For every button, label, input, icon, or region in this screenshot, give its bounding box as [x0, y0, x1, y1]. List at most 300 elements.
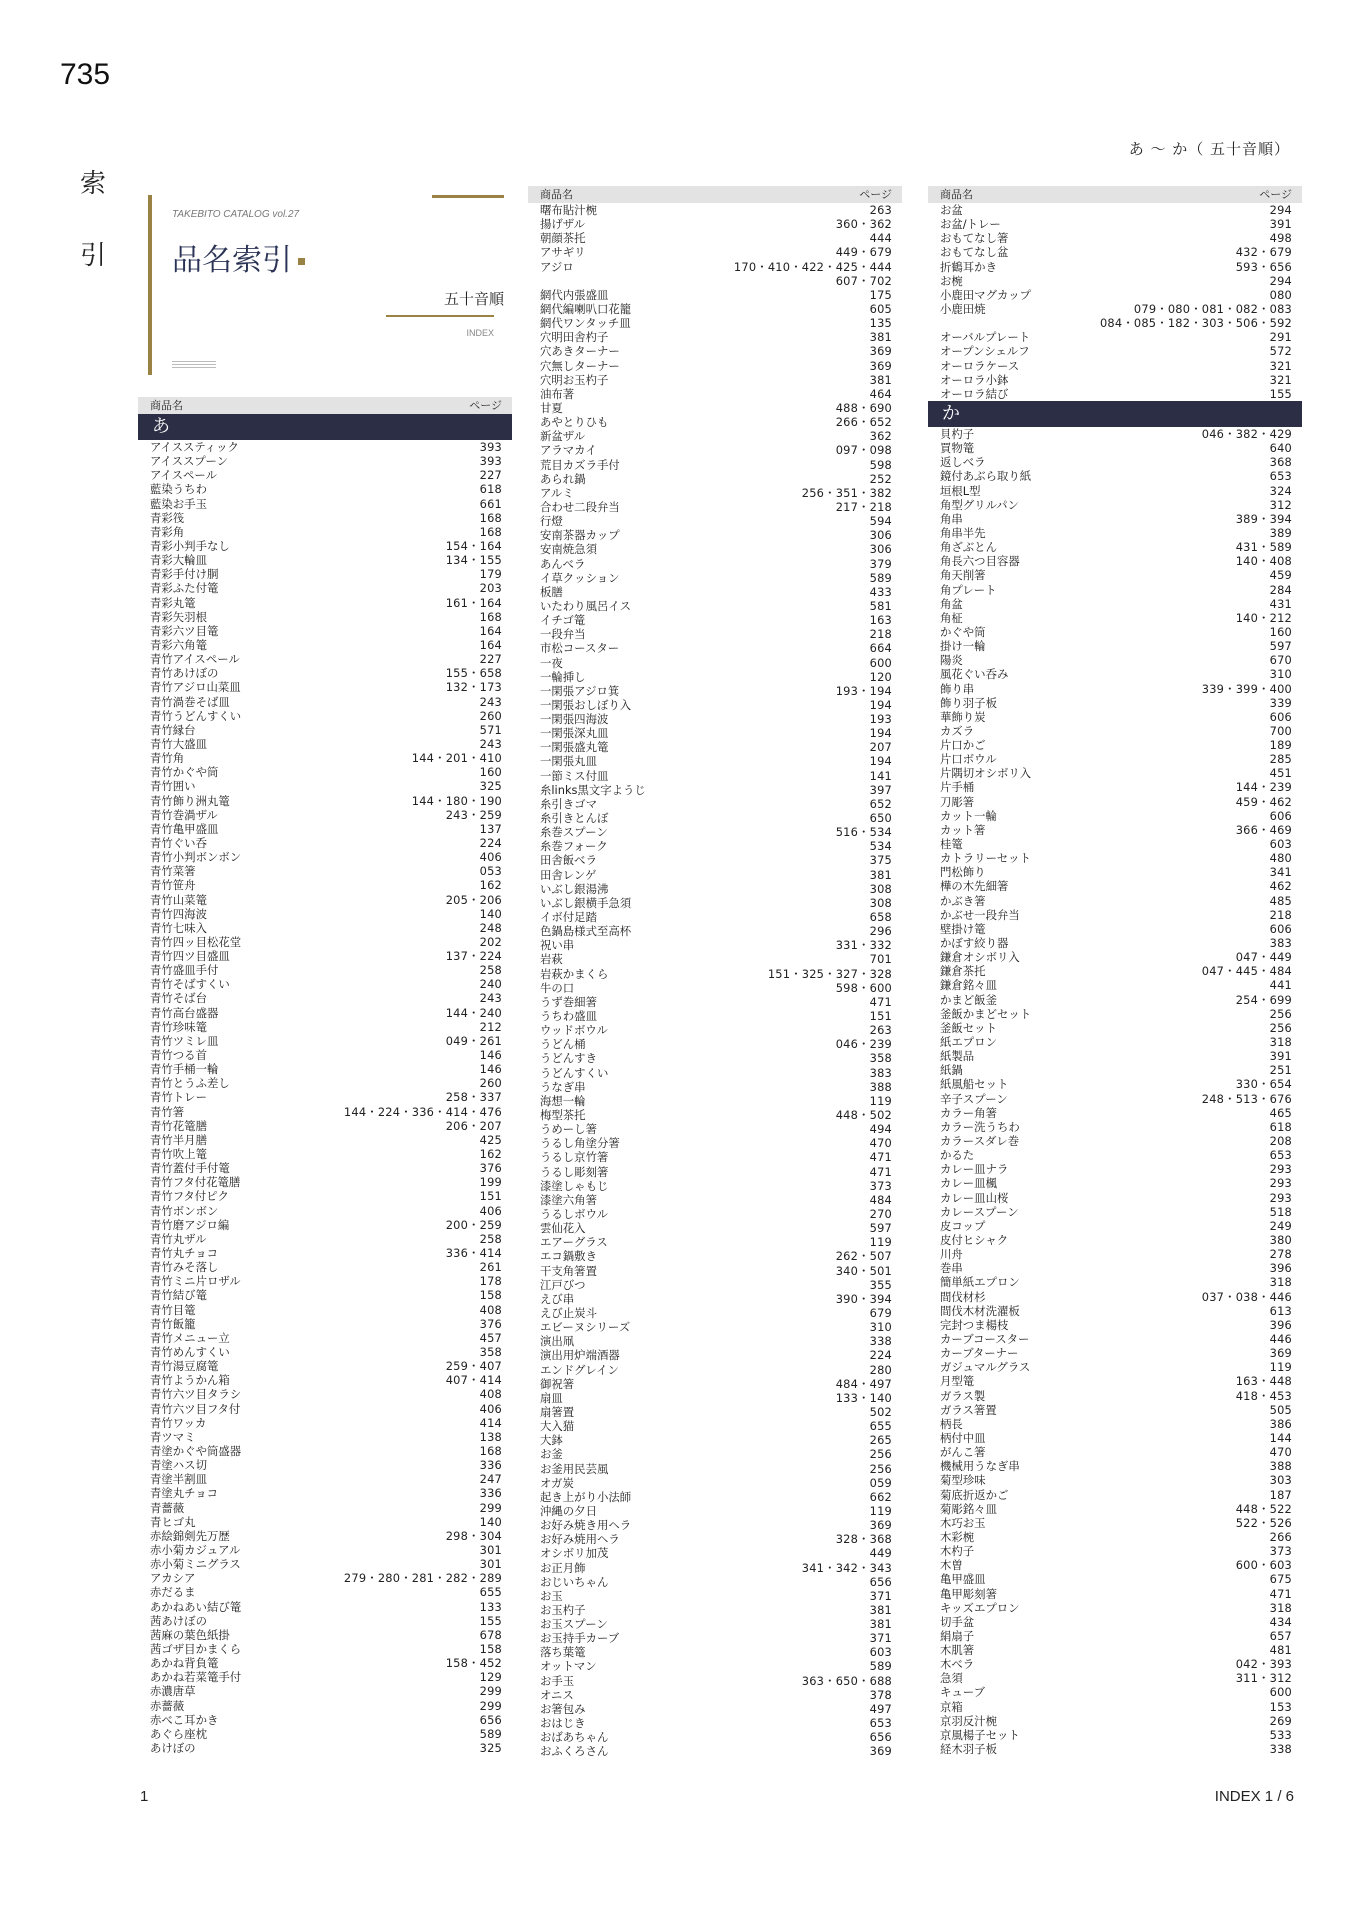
index-entry: [138, 497, 512, 511]
entry-name: 京箱: [940, 1699, 963, 1714]
index-entry: [528, 542, 902, 556]
entry-pages: 522・526: [1235, 1515, 1292, 1530]
entry-pages: 471: [869, 1150, 892, 1165]
index-entry: [528, 641, 902, 655]
index-entry: [138, 1062, 512, 1076]
entry-name: おもてなし盆: [940, 245, 1009, 260]
index-entry: [528, 797, 902, 811]
index-entry: [528, 1405, 902, 1419]
entry-pages: 193: [869, 712, 892, 727]
entry-name: おもてなし箸: [940, 231, 1009, 246]
entry-name: 青ツマミ: [150, 1429, 196, 1444]
entry-name: 片隅切オシボリ入: [940, 766, 1032, 781]
entry-name: うどん桶: [540, 1037, 586, 1052]
index-entry: [528, 1023, 902, 1037]
index-entry: [138, 921, 512, 935]
entry-pages: 397: [869, 782, 892, 797]
index-entry: [528, 1122, 902, 1136]
entry-pages: 212: [479, 1019, 502, 1034]
entry-name: 赤小菊カジュアル: [150, 1542, 241, 1557]
entry-pages: 178: [479, 1274, 502, 1289]
entry-pages: 263: [869, 1023, 892, 1038]
index-entry: [528, 245, 902, 259]
entry-pages: 256: [1269, 1006, 1292, 1021]
index-entry: [138, 949, 512, 963]
entry-pages: 162: [479, 1147, 502, 1162]
index-entry: [528, 896, 902, 910]
index-entry: [928, 540, 1302, 554]
section-heading: か: [928, 401, 1302, 427]
index-entry: [528, 967, 902, 981]
index-entry: [528, 1645, 902, 1659]
entry-name: 扇箸置: [540, 1404, 575, 1419]
decorative-lines: [172, 361, 216, 370]
entry-pages: 534: [869, 839, 892, 854]
entry-pages: 256: [1269, 1020, 1292, 1035]
entry-name: 木杓子: [940, 1544, 975, 1559]
entry-pages: 336: [479, 1486, 502, 1501]
index-entry: [138, 1557, 512, 1571]
entry-pages: 368: [1269, 455, 1292, 470]
entry-pages: 589: [869, 570, 892, 585]
entry-name: 青彩ふた付篭: [150, 581, 219, 596]
index-entry: [928, 359, 1302, 373]
entry-name: 華飾り炭: [940, 709, 986, 724]
index-entry: [528, 1504, 902, 1518]
entry-name: 青竹フタ付ピク: [150, 1189, 229, 1204]
index-entry: [528, 1561, 902, 1575]
entry-pages: 325: [479, 779, 502, 794]
entry-name: カレー皿ナラ: [940, 1162, 1009, 1177]
index-entry: [928, 993, 1302, 1007]
entry-pages: 432・679: [1235, 245, 1292, 260]
index-entry: [138, 1387, 512, 1401]
index-entry: [138, 525, 512, 539]
index-entry: [928, 1431, 1302, 1445]
column-header-page: ページ: [1259, 188, 1292, 201]
index-entry: [928, 1191, 1302, 1205]
entry-name: 木巧お玉: [940, 1515, 986, 1530]
entry-pages: 269: [1269, 1713, 1292, 1728]
entry-name: 青竹角: [150, 751, 185, 766]
entry-name: お好み焼用ヘラ: [540, 1532, 620, 1547]
column-header-name: 商品名: [150, 399, 183, 412]
entry-name: かぶき箸: [940, 893, 986, 908]
entry-name: 貝杓子: [940, 426, 975, 441]
entry-name: 青竹蓋付手付篭: [150, 1161, 230, 1176]
index-entry: [138, 1218, 512, 1232]
entry-pages: 603: [869, 1645, 892, 1660]
entry-name: 柄長: [940, 1416, 963, 1431]
index-entry: [928, 1049, 1302, 1063]
entry-pages: 459: [1269, 568, 1292, 583]
entry-pages: 381: [869, 867, 892, 882]
entry-pages: 119: [869, 1093, 892, 1108]
entry-pages: 293: [1269, 1190, 1292, 1205]
side-title-char-2: 引: [79, 241, 106, 271]
entry-name: あかね若菜篭手付: [150, 1670, 242, 1685]
entry-name: お玉スプーン: [540, 1617, 608, 1632]
entry-pages: 383: [869, 1065, 892, 1080]
index-entry: [528, 811, 902, 825]
entry-name: 藍染お手玉: [150, 496, 207, 511]
index-entry: [528, 1730, 902, 1744]
entry-pages: 160: [1269, 624, 1292, 639]
index-entry: [928, 1134, 1302, 1148]
entry-name: カット一輪: [940, 808, 997, 823]
index-entry: [928, 427, 1302, 441]
entry-name: 青竹みそ落し: [150, 1260, 219, 1275]
entry-name: えび止炭斗: [540, 1305, 597, 1320]
column-header-page: ページ: [469, 399, 502, 412]
entry-name: 菊底折返かご: [940, 1487, 1009, 1502]
index-entry: [138, 1444, 512, 1458]
index-entry: [138, 737, 512, 751]
entry-name: 青竹目篭: [150, 1302, 196, 1317]
index-entry: [528, 995, 902, 1009]
entry-name: 釜飯セット: [940, 1020, 997, 1035]
entry-name: キッズエプロン: [940, 1600, 1020, 1615]
index-entry: [138, 878, 512, 892]
entry-name: 片手桶: [940, 780, 975, 795]
index-entry: [138, 794, 512, 808]
entry-pages: 484: [869, 1192, 892, 1207]
entry-name: アルミ: [540, 485, 574, 500]
index-entry: [138, 440, 512, 454]
entry-name: 青竹巻渦ザル: [150, 807, 218, 822]
entry-name: 江戸びつ: [540, 1277, 586, 1292]
index-entry: [528, 910, 902, 924]
entry-name: 巻串: [940, 1261, 963, 1276]
entry-pages: 597: [1269, 639, 1292, 654]
index-entry: [928, 1445, 1302, 1459]
index-entry: [528, 472, 902, 486]
entry-name: 青竹縁台: [150, 722, 196, 737]
entry-pages: 243・259: [445, 807, 502, 822]
index-entry: [928, 1728, 1302, 1742]
index-entry: [138, 779, 512, 793]
entry-name: 青彩小判手なし: [150, 538, 230, 553]
entry-pages: 155: [1269, 386, 1292, 401]
index-entry: [928, 936, 1302, 950]
entry-name: ガラス箸置: [940, 1402, 997, 1417]
entry-pages: 618: [1269, 1119, 1292, 1134]
index-entry: [928, 373, 1302, 387]
entry-name: エンドグレイン: [540, 1362, 619, 1377]
index-entry: [928, 1035, 1302, 1049]
entry-name: 青竹メニュー立: [150, 1330, 230, 1345]
entry-name: あかねあい結び篭: [150, 1599, 242, 1614]
entry-pages: 158・452: [445, 1656, 502, 1671]
index-entry: [928, 766, 1302, 780]
entry-name: おじいちゃん: [540, 1574, 609, 1589]
entry-pages: 120: [869, 669, 892, 684]
index-entry: [138, 1585, 512, 1599]
entry-pages: 494: [869, 1122, 892, 1137]
entry-name: 一閑張丸皿: [540, 754, 597, 769]
entry-name: 赤薔薇: [150, 1698, 185, 1713]
index-entry: [928, 1685, 1302, 1699]
entry-name: 刀彫箸: [940, 794, 975, 809]
index-entry: [928, 344, 1302, 358]
entry-pages: 256・351・382: [801, 485, 892, 500]
entry-name: 青竹ツミレ皿: [150, 1033, 219, 1048]
entry-name: 青竹六ツ目フタ付: [150, 1401, 241, 1416]
index-entry: [928, 894, 1302, 908]
entry-name: アラマカイ: [540, 443, 597, 458]
entry-name: 角盆: [940, 596, 963, 611]
entry-pages: 431: [1269, 596, 1292, 611]
catalog-label: TAKEBITO CATALOG vol.27: [172, 209, 300, 220]
entry-pages: 260: [479, 1076, 502, 1091]
entry-pages: 433: [869, 584, 892, 599]
entry-name: 合わせ二段弁当: [540, 499, 620, 514]
entry-pages: 206・207: [445, 1118, 502, 1133]
entry-name: 樺の木先細箸: [940, 879, 1009, 894]
index-entry: [928, 1148, 1302, 1162]
entry-pages: 371: [869, 1631, 892, 1646]
index-entry: [138, 1670, 512, 1684]
index-entry: [528, 1490, 902, 1504]
index-entry: [138, 836, 512, 850]
index-entry: [138, 1133, 512, 1147]
index-entry: [138, 610, 512, 624]
index-entry: [138, 596, 512, 610]
column-header-name: 商品名: [540, 188, 573, 201]
entry-pages: 284: [1269, 582, 1292, 597]
section-heading: あ: [138, 414, 512, 440]
index-entry: [928, 526, 1302, 540]
entry-name: 片口ボウル: [940, 752, 997, 767]
index-entry: [528, 585, 902, 599]
index-entry: [138, 1472, 512, 1486]
entry-pages: 675: [1269, 1572, 1292, 1587]
entry-pages: 339・399・400: [1201, 681, 1292, 696]
entry-pages: 606: [1269, 808, 1292, 823]
index-entry: [528, 1136, 902, 1150]
entry-pages: 175: [869, 287, 892, 302]
entry-name: 青竹菜箸: [150, 864, 196, 879]
index-entry: [528, 217, 902, 231]
entry-pages: 653: [1269, 1148, 1292, 1163]
entry-pages: 299: [479, 1698, 502, 1713]
entry-name: うるし彫刻箸: [540, 1164, 609, 1179]
entry-pages: 194: [869, 697, 892, 712]
entry-pages: 138: [479, 1429, 502, 1444]
entry-name: 青竹囲い: [150, 779, 196, 794]
entry-pages: 205・206: [445, 892, 502, 907]
entry-name: 角ざぶとん: [940, 540, 997, 555]
index-entry: [138, 1303, 512, 1317]
entry-name: 網代ワンタッチ皿: [540, 316, 631, 331]
entry-name: 紙風船セット: [940, 1077, 1009, 1092]
entry-pages: 155: [479, 1613, 502, 1628]
entry-name: 柄付中皿: [940, 1430, 986, 1445]
entry-name: カーブターナー: [940, 1346, 1019, 1361]
index-entry: [928, 1671, 1302, 1685]
entry-name: お盆: [940, 203, 963, 217]
index-column-1: [138, 397, 512, 1755]
entry-name: 赤小菊ミニグラス: [150, 1557, 241, 1572]
entry-pages: 258: [479, 963, 502, 978]
entry-pages: 324: [1269, 483, 1292, 498]
entry-name: お釜: [540, 1447, 563, 1462]
entry-name: 青薔薇: [150, 1500, 185, 1515]
column-header-page: ページ: [859, 188, 892, 201]
entry-pages: 256: [869, 1447, 892, 1462]
entry-pages: 375: [869, 853, 892, 868]
entry-name: 青竹花篭膳: [150, 1118, 207, 1133]
entry-name: あんべラ: [540, 556, 586, 571]
entry-pages: 258・337: [445, 1090, 502, 1105]
entry-pages: 144・240: [445, 1005, 502, 1020]
index-entry: [528, 415, 902, 429]
entry-pages: 341・342・343: [801, 1560, 892, 1575]
entry-pages: 037・038・446: [1201, 1289, 1292, 1304]
entry-pages: 243: [479, 991, 502, 1006]
entry-pages: 318: [1269, 1275, 1292, 1290]
index-entry: [528, 359, 902, 373]
column-header-name: 商品名: [940, 188, 973, 201]
entry-pages: 656: [479, 1712, 502, 1727]
entry-pages: 656: [869, 1730, 892, 1745]
entry-name: 木肌箸: [940, 1643, 975, 1658]
entry-name: 糸links黒文字ようじ: [540, 782, 646, 797]
index-entry: [928, 780, 1302, 794]
index-entry: [528, 1391, 902, 1405]
entry-name: 安南焼急須: [540, 542, 597, 557]
entry-pages: 164: [479, 637, 502, 652]
entry-pages: 140: [479, 906, 502, 921]
entry-name: 陽炎: [940, 653, 963, 668]
entry-name: 青竹とうふ差し: [150, 1076, 230, 1091]
index-entry: [528, 783, 902, 797]
index-entry: [928, 1417, 1302, 1431]
index-entry: [528, 528, 902, 542]
entry-name: 青竹そばすくい: [150, 977, 230, 992]
index-entry: [138, 1614, 512, 1628]
entry-pages: 373: [1269, 1544, 1292, 1559]
entry-pages: 379: [869, 556, 892, 571]
index-entry: [928, 1162, 1302, 1176]
index-entry: [928, 738, 1302, 752]
entry-pages: 097・098: [835, 443, 892, 458]
index-entry: [928, 1120, 1302, 1134]
entry-pages: 294: [1269, 273, 1292, 288]
entry-pages: 396: [1269, 1261, 1292, 1276]
entry-name: 赤べこ耳かき: [150, 1712, 219, 1727]
entry-name: 糸引きゴマ: [540, 796, 597, 811]
entry-pages: 306: [869, 542, 892, 557]
index-entry: [528, 288, 902, 302]
entry-pages: 247: [479, 1472, 502, 1487]
entry-name: オープンシェルフ: [940, 344, 1030, 359]
index-entry: [528, 1575, 902, 1589]
entry-pages: 133・140: [835, 1390, 892, 1405]
entry-name: カレースプーン: [940, 1204, 1019, 1219]
entry-name: 藍染うちわ: [150, 482, 207, 497]
entry-pages: 137: [479, 821, 502, 836]
entry-name: 経木羽子板: [940, 1742, 997, 1757]
entry-name: かるた: [940, 1148, 975, 1163]
entry-pages: 597: [869, 1221, 892, 1236]
entry-name: 色鍋島様式至高杯: [540, 924, 632, 939]
entry-pages: 678: [479, 1627, 502, 1642]
index-entry: [928, 554, 1302, 568]
entry-pages: 383: [1269, 936, 1292, 951]
entry-name: 青竹結び篭: [150, 1288, 207, 1303]
entry-name: 青竹アジロ山菜皿: [150, 680, 241, 695]
index-entry: [528, 1334, 902, 1348]
entry-name: 青竹めんすくい: [150, 1345, 230, 1359]
entry-pages: 299: [479, 1684, 502, 1699]
index-entry: [528, 712, 902, 726]
entry-pages: 119: [869, 1235, 892, 1250]
entry-name: 亀甲盛皿: [940, 1572, 986, 1587]
entry-name: 青竹亀甲盛皿: [150, 821, 219, 836]
entry-pages: 263: [869, 203, 892, 217]
entry-name: 青竹アイスペール: [150, 652, 240, 667]
entry-pages: 341: [1269, 865, 1292, 880]
entry-pages: 308: [869, 881, 892, 896]
entry-name: 青塗かぐや筒盛器: [150, 1443, 242, 1458]
index-entry: [928, 1657, 1302, 1671]
index-entry: [928, 1643, 1302, 1657]
entry-pages: 248: [479, 920, 502, 935]
entry-name: 大鉢: [540, 1433, 563, 1448]
entry-pages: 265: [869, 1433, 892, 1448]
index-entry: [928, 288, 1302, 302]
entry-name: 一節ミス付皿: [540, 768, 609, 783]
entry-pages: 251: [1269, 1063, 1292, 1078]
entry-name: 穴無しターナー: [540, 358, 620, 373]
index-entry: [928, 1077, 1302, 1091]
entry-name: 茜麻の葉色紙掛: [150, 1627, 230, 1642]
entry-pages: 328・368: [835, 1532, 892, 1547]
entry-pages: 151・325・327・328: [767, 966, 892, 981]
entry-pages: 581: [869, 598, 892, 613]
entry-pages: 457: [479, 1330, 502, 1345]
entry-name: オーロラ小鉢: [940, 372, 1009, 387]
entry-pages: 155・658: [445, 666, 502, 681]
entry-pages: 260: [479, 708, 502, 723]
entry-name: うるし角塗分箸: [540, 1136, 620, 1151]
index-entry: [928, 260, 1302, 274]
entry-pages: 465: [1269, 1105, 1292, 1120]
entry-name: イ草クッション: [540, 570, 620, 585]
entry-pages: 661: [479, 496, 502, 511]
entry-pages: 657: [1269, 1628, 1292, 1643]
entry-name: 朝顔茶托: [540, 231, 586, 246]
index-entry: [928, 1318, 1302, 1332]
entry-pages: 331・332: [835, 938, 892, 953]
entry-name: 一閑張四海波: [540, 712, 609, 727]
entry-pages: 362: [869, 429, 892, 444]
entry-pages: 488・690: [835, 400, 892, 415]
index-entry: [928, 512, 1302, 526]
entry-pages: 605: [869, 301, 892, 316]
index-entry: [138, 1232, 512, 1246]
index-entry: [528, 1363, 902, 1377]
entry-pages: 243: [479, 736, 502, 751]
index-entry: [138, 1260, 512, 1274]
entry-name: 青竹盛皿手付: [150, 963, 219, 978]
entry-name: お正月飾: [540, 1560, 586, 1575]
entry-pages: 163: [869, 613, 892, 628]
index-entry: [528, 1080, 902, 1094]
entry-pages: 194: [869, 726, 892, 741]
entry-name: カレー皿楓: [940, 1176, 997, 1191]
